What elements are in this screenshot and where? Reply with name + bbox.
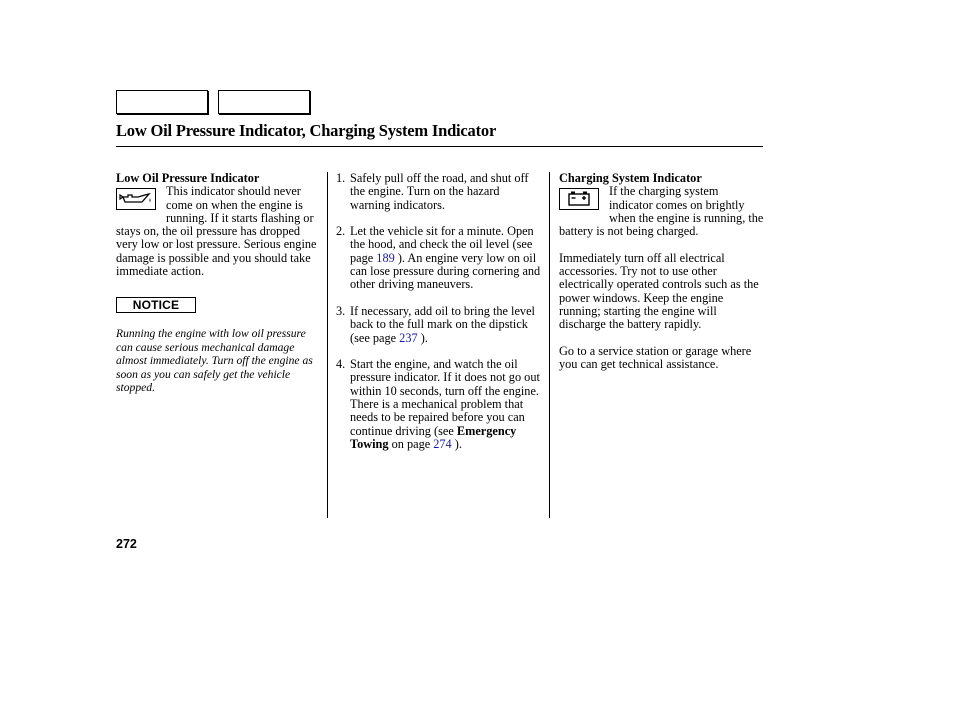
charging-system-section xyxy=(559,172,764,371)
step-text: ). An engine very low on oil can lose pressure during cornering and other driving maneuvers. xyxy=(350,250,541,292)
charging-system-heading: Charging System Indicator xyxy=(559,171,702,185)
list-item xyxy=(336,225,542,291)
step-text: Start the engine, and watch the oil pressure indicator. If it does not go out within 10 seconds, turn off the engine. There is a mechanical problem that needs to be repaired before you can continue driving (see xyxy=(350,357,540,438)
charging-system-body-1: If the charging system indicator comes on brightly when the engine is running, the battery is not being charged. xyxy=(559,184,764,239)
column-divider-left xyxy=(327,172,328,518)
battery-icon xyxy=(559,188,599,210)
step-text: If necessary, add oil to bring the level back to the full mark on the dipstick (see page xyxy=(350,303,535,345)
step-number: 1. xyxy=(336,171,346,185)
step-text: ). xyxy=(417,330,428,345)
notice-text: Running the engine with low oil pressure can cause serious mechanical damage almost immediately. Turn off the engine as soon as you can safely get the vehicle stopped. xyxy=(116,327,313,395)
page-number: 272 xyxy=(116,537,137,551)
page-title: Low Oil Pressure Indicator, Charging System Indicator xyxy=(116,121,497,140)
page-link-274[interactable]: 274 xyxy=(433,436,452,451)
step-number: 4. xyxy=(336,357,346,372)
steps-list xyxy=(336,172,542,451)
emergency-towing-reference: Emergency Towing xyxy=(350,423,517,451)
step-text: Safely pull off the road, and shut off the engine. Turn on the hazard warning indicators. xyxy=(350,171,529,212)
step-number: 2. xyxy=(336,224,346,239)
low-oil-pressure-section xyxy=(116,172,321,395)
low-oil-pressure-heading: Low Oil Pressure Indicator xyxy=(116,171,260,185)
oil-can-icon xyxy=(116,188,156,210)
list-item xyxy=(336,305,542,345)
steps-section xyxy=(336,172,542,465)
notice-label: NOTICE xyxy=(116,297,196,313)
step-text: on page xyxy=(388,436,434,451)
charging-system-body-2: Immediately turn off all electrical accessories. Try not to use other electrically operated controls such as the power windows. Keep the engine running; starting the engine will discharge the battery rapidly. xyxy=(559,250,759,332)
page-link-237[interactable]: 237 xyxy=(399,330,418,345)
title-divider xyxy=(116,146,763,147)
nav-button-index[interactable] xyxy=(218,90,310,114)
low-oil-pressure-body: This indicator should never come on when the engine is running. If it starts flashing or stays on, the oil pressure has dropped very low or lost pressure. Serious engine damage is possible and you should take immediate action. xyxy=(116,184,317,279)
list-item xyxy=(336,358,542,451)
nav-button-contents[interactable] xyxy=(116,90,208,114)
page-link-189[interactable]: 189 xyxy=(376,250,395,265)
step-text: ). xyxy=(451,436,462,451)
list-item xyxy=(336,172,542,212)
step-text: Let the vehicle sit for a minute. Open the hood, and check the oil level (see page xyxy=(350,224,534,265)
column-divider-right xyxy=(549,172,550,518)
step-number: 3. xyxy=(336,303,346,318)
charging-system-body-3: Go to a service station or garage where you can get technical assistance. xyxy=(559,343,752,372)
